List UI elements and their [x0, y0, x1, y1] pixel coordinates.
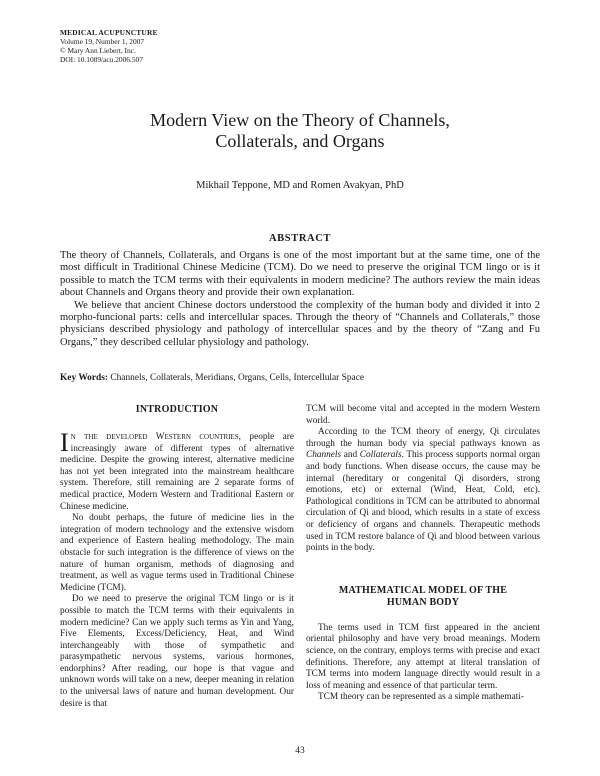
journal-copyright: © Mary Ann Liebert, Inc. [60, 46, 136, 55]
keywords-text: Channels, Collaterals, Meridians, Organs, Cells, Intercellular Space [110, 373, 365, 383]
abstract-paragraph: We believe that ancient Chinese doctors understood the complexity of the human body and divided it into 2 morpho-funcional parts: cells and intercellular spaces. Through the theory of “Channels and Collaterals,” those physicians described physiology and pathology of intercellular spaces and by the theory of “Zang and Fu Organs,” they described cellular physiology and pathology. [60, 299, 540, 348]
right-column [306, 404, 540, 704]
math-model-heading [306, 585, 540, 609]
drop-cap: I [60, 428, 69, 457]
page-number: 43 [295, 746, 305, 756]
math-heading-line-1: MATHEMATICAL MODEL OF THE [338, 584, 508, 596]
math-paragraph: TCM theory can be represented as a simple mathemati- [318, 692, 525, 703]
article-title [0, 110, 600, 152]
intro-p1-text: people are increasingly aware of different types of alternative medicine. Despite the growing interest, alternative medicine has not yet been integrated into the mainstream healthcare system. Therefore, still remaining are 2 separate forms of medical practice, Modern Western and Traditional Eastern or Chinese medicine. [60, 432, 294, 512]
abstract-heading: ABSTRACT [269, 233, 331, 244]
title-line-2: Collaterals, and Organs [215, 131, 385, 151]
introduction-heading: INTRODUCTION [135, 404, 219, 415]
title-line-1: Modern View on the Theory of Channels, [150, 110, 450, 130]
intro-p4-rest: . This process supports normal organ and body functions. When disease occurs, the cause may be internal (hereditary or congenital Qi disorders, strong emotions, etc) or external (Wind, Heat, Cold, etc). Pathological conditions in TCM can be attributed to abnormal circulation of Qi and blood, which results in a state of excess or deficiency of organs and channels. Therapeutic methods used in TCM restore balance of Qi and blood between various points in the body. [306, 450, 540, 554]
intro-paragraph [60, 428, 294, 513]
intro-p4-text: According to the TCM theory of energy, Qi circulates through the human body via special pathways known as [306, 427, 540, 449]
journal-volume: Volume 19, Number 1, 2007 [60, 37, 145, 46]
journal-header [60, 28, 158, 64]
article-authors: Mikhail Teppone, MD and Romen Avakyan, PhD [196, 180, 404, 191]
intro-lead: n the developed Western countries, [70, 432, 241, 442]
math-paragraph: The terms used in TCM first appeared in the ancient oriental philosophy and have very broad meanings. Modern science, on the contrary, employs terms with precise and exact definitions. Therefore, any attempt at literal translation of TCM terms into modern language directly would result in a loss of meaning and essence of that particular term. [306, 622, 540, 691]
term-collaterals: Collaterals [359, 450, 402, 461]
math-heading-line-2: HUMAN BODY [386, 596, 460, 608]
journal-doi: DOI: 10.1089/acu.2006.507 [60, 55, 143, 64]
keywords-label: Key Words: [60, 373, 109, 383]
intro-paragraph [306, 427, 540, 555]
left-column [60, 404, 294, 710]
intro-paragraph: Do we need to preserve the original TCM lingo or is it possible to match the TCM terms with their equivalents in modern medicine? Can we apply such terms as Yin and Yang, Five Elements, Excess/Deficiency, Heat, and Wind interchangeably with those of sympathetic and parasympathetic nervous systems, various hormones, endorphins? After reading, our hope is that vague and unknown words will take on a new, deeper meaning in relation to the universal laws of nature and human development. Our desire is that [60, 594, 294, 709]
keywords [60, 372, 540, 384]
intro-paragraph: No doubt perhaps, the future of medicine lies in the integration of modern technology and the extensive wisdom and experience of Eastern healing methodology. The main obstacle for such integration is the difference of views on the nature of human organism, methods of diagnosing and treatment, as well as vague terms used in Traditional Chinese Medicine (TCM). [60, 513, 294, 593]
intro-p4-and: and [341, 450, 360, 461]
intro-paragraph-continued: TCM will become vital and accepted in the modern Western world. [306, 404, 540, 426]
abstract-paragraph: The theory of Channels, Collaterals, and Organs is one of the most important but at the same time, one of the most difficult in Traditional Chinese Medicine (TCM). Do we need to preserve the original TCM lingo or is it possible to match the TCM terms with their equivalents in modern medicine? The authors review the main ideas about Channels and Organs theory and provide their own explanation. [60, 250, 540, 299]
abstract-body [60, 250, 540, 349]
term-channels: Channels [306, 450, 342, 461]
journal-name: MEDICAL ACUPUNCTURE [60, 28, 158, 37]
